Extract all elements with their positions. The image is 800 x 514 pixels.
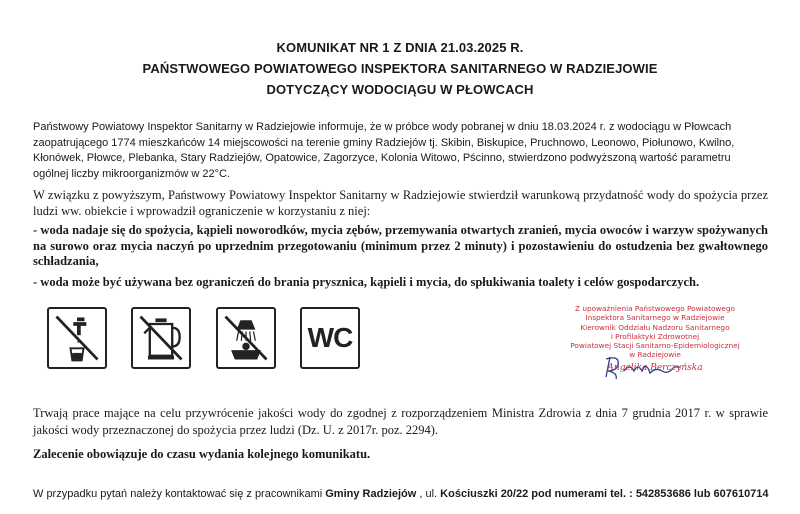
stamp-line: Kierownik Oddziału Nadzoru Sanitarnego xyxy=(580,322,730,332)
ongoing-works-paragraph: Trwają prace mające na celu przywrócenie jakości wody do zgodnej z rozporządzeniem Ministra Zdrowia z dnia 7 grudnia 2017 r. w sprawie jakości wody przeznaczonej do spożycia przez ludzi (Dz. U. z 2017r. poz. 2294). xyxy=(33,406,768,437)
no-bathing-baby-icon xyxy=(216,307,276,369)
contact-phones-prefix: pod numerami tel. : xyxy=(528,488,636,500)
wc-icon xyxy=(300,307,360,369)
contact-street: Kościuszki 20/22 xyxy=(440,488,529,500)
signatory-name: Angelika Berczyńska xyxy=(607,363,703,373)
contact-middle: , ul. xyxy=(416,488,441,500)
no-kettle-icon xyxy=(131,307,191,369)
no-drinking-tap-icon xyxy=(47,307,107,369)
stamp-line: i Profilaktyki Zdrowotnej xyxy=(610,331,700,341)
intro-paragraph: Państwowy Powiatowy Inspektor Sanitarny w Radziejowie informuje, że w próbce wody pobranej w dniu 18.03.2024 r. z wodociągu w Płowcach zaopatrującego 1774 mieszkańców 14 miejscowości na terenie gminy Radziejów tj. Skibin, Biskupice, Pruchnowo, Leonowo, Piołunowo, Kwilno, Kłonówek, Płowce, Plebanka, Stary Radziejów, Opatowice, Zagorzyce, Kolonia Witowo, Pścinno, stwierdzono podwyższoną wartość parametru ogólnej liczby mikroorganizmów w 22°C. xyxy=(33,121,735,180)
issuer-title: PAŃSTWOWEGO POWIATOWEGO INSPEKTORA SANITARNEGO W RADZIEJOWIE xyxy=(142,61,658,76)
stamp-line: w Radziejowie xyxy=(629,350,681,360)
contact-phones: 542853686 lub 607610714 xyxy=(635,488,769,500)
restriction-paragraph: W związku z powyższym, Państwowy Powiatowy Inspektor Sanitarny w Radziejowie stwierdził warunkową przydatność wody do spożycia przez ludzi ww. obiekcie i wprowadził ograniczenie w korzystaniu z niej: xyxy=(33,188,768,218)
wc-label: WC xyxy=(307,322,353,353)
official-stamp xyxy=(540,304,770,360)
stamp-line: Powiatowej Stacji Sanitarno-Epidemiologicznej xyxy=(570,341,740,351)
recommendation-text: Zalecenie obowiązuje do czasu wydania kolejnego komunikatu. xyxy=(33,447,371,461)
contact-org: Gminy Radziejów xyxy=(325,488,417,500)
announcement-title: KOMUNIKAT NR 1 Z DNIA 21.03.2025 R. xyxy=(276,40,524,55)
restriction-free-use-bullet: - woda może być używana bez ograniczeń do brania prysznica, kąpieli i mycia, do spłukiwania toalety i celów gospodarczych. xyxy=(33,275,700,289)
stamp-line: Z upoważnienia Państwowego Powiatowego xyxy=(575,304,735,313)
restriction-boil-bullet: - woda nadaje się do spożycia, kąpieli noworodków, mycia zębów, przemywania otwartych zranień, mycia owoców i warzyw spożywanych na surowo oraz mycia naczyń po uprzednim przegotowaniu (minimum przez 2 minuty) i pozostawieniu do ostudzenia bez gwałtownego schładzania, xyxy=(33,223,768,268)
contact-line xyxy=(33,488,769,500)
contact-prefix: W przypadku pytań należy kontaktować się z pracownikami xyxy=(33,488,326,500)
subject-title: DOTYCZĄCY WODOCIĄGU W PŁOWCACH xyxy=(266,82,534,97)
stamp-line: Inspektora Sanitarnego w Radziejowie xyxy=(585,313,725,323)
